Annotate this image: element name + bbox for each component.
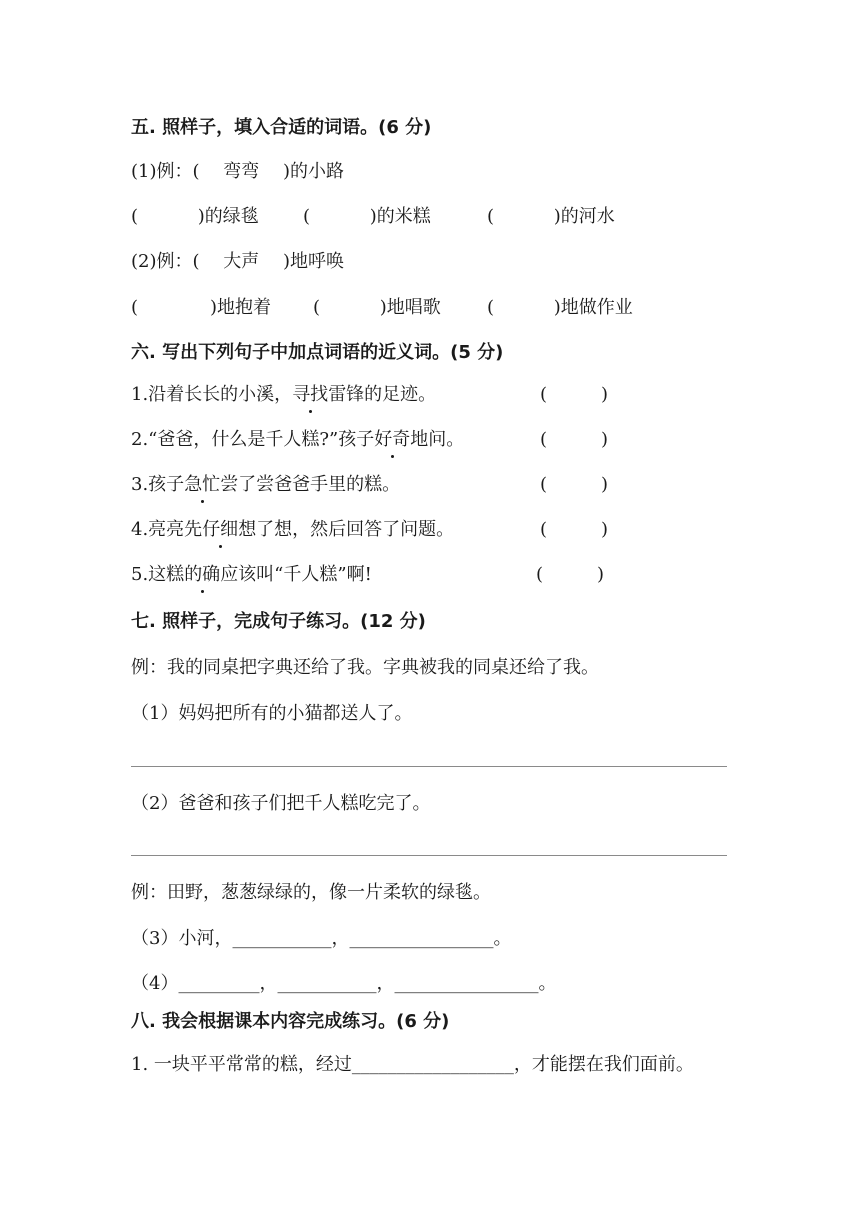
answer-parentheses[interactable]: ( ): [540, 429, 609, 450]
section-7-example-1: 例：我的同桌把字典还给了我。字典被我的同桌还给了我。: [131, 657, 599, 678]
section-6-title: 六. 写出下列句子中加点词语的近义词。(5 分): [131, 342, 504, 363]
dotted-word: 急忙: [184, 472, 220, 498]
synonym-item: 1.沿着长长的小溪，寻找雷锋的足迹。: [131, 382, 436, 408]
fill-blank-river-water[interactable]: ( )的河水: [487, 206, 615, 227]
answer-parentheses[interactable]: ( ): [540, 384, 609, 405]
answer-parentheses[interactable]: ( ): [536, 564, 605, 585]
dotted-word: 仔细: [202, 517, 238, 543]
fill-blank-homework[interactable]: ( )地做作业: [487, 297, 633, 318]
answer-parentheses[interactable]: ( ): [540, 519, 609, 540]
section-5-example-2: (2)例：( 大声 )地呼唤: [131, 251, 344, 272]
dotted-word: 好奇: [374, 427, 410, 453]
question-2: （2）爸爸和孩子们把千人糕吃完了。: [131, 793, 431, 814]
section-8-title: 八. 我会根据课本内容完成练习。(6 分): [131, 1011, 450, 1032]
question-1: （1）妈妈把所有的小猫都送人了。: [131, 703, 413, 724]
fill-blank-hugging[interactable]: ( )地抱着: [131, 297, 272, 318]
dotted-word: 的确: [184, 562, 220, 588]
fill-blank-green-carpet[interactable]: ( )的绿毯: [131, 206, 259, 227]
question-4[interactable]: （4）_________，___________，________________。: [131, 973, 557, 994]
answer-line-1[interactable]: [131, 766, 727, 767]
synonym-item: 3.孩子急忙尝了尝爸爸手里的糕。: [131, 472, 400, 498]
fill-blank-singing[interactable]: ( )地唱歌: [313, 297, 441, 318]
section-8-question-1[interactable]: 1. 一块平平常常的糕，经过__________________，才能摆在我们面前。: [131, 1054, 694, 1075]
answer-line-2[interactable]: [131, 855, 727, 856]
synonym-item: 5.这糕的确应该叫“千人糕”啊!: [131, 562, 372, 588]
synonym-item: 2.“爸爸，什么是千人糕?”孩子好奇地问。: [131, 427, 464, 453]
dotted-word: 寻找: [292, 382, 328, 408]
answer-parentheses[interactable]: ( ): [540, 474, 609, 495]
section-5-example-1: (1)例：( 弯弯 )的小路: [131, 161, 344, 182]
section-5-title: 五. 照样子，填入合适的词语。(6 分): [131, 117, 432, 138]
fill-blank-rice-cake[interactable]: ( )的米糕: [303, 206, 431, 227]
section-7-example-2: 例：田野，葱葱绿绿的，像一片柔软的绿毯。: [131, 882, 491, 903]
question-3[interactable]: （3）小河，___________，________________。: [131, 928, 512, 949]
section-7-title: 七. 照样子，完成句子练习。(12 分): [131, 611, 426, 632]
synonym-item: 4.亮亮先仔细想了想，然后回答了问题。: [131, 517, 454, 543]
